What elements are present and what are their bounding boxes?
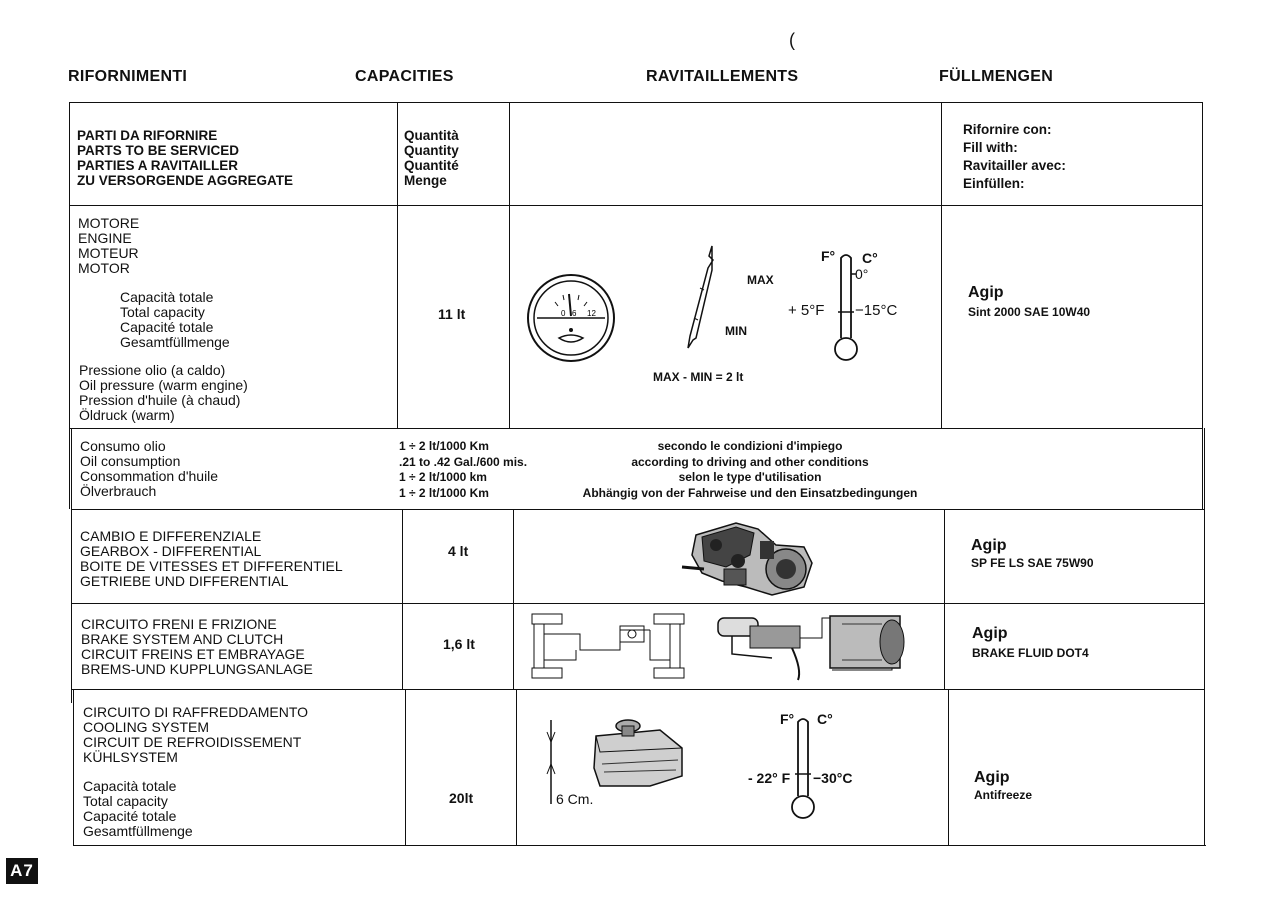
engine-thermo-f: F°: [821, 248, 836, 264]
gauge-tick-12: 12: [587, 309, 596, 318]
header-ravitaillements: RAVITAILLEMENTS: [646, 68, 799, 85]
gauge-tick-6: 6: [572, 309, 577, 318]
oil-pressure-gauge-icon: [525, 272, 617, 364]
gearbox-name: CAMBIO E DIFFERENZIALE GEARBOX - DIFFERENTIAL BOITE DE VITESSES ET DIFFERENTIEL GETRIEBE UND DIFFERENTIAL: [80, 528, 343, 589]
gauge-tick-0: 0: [561, 309, 566, 318]
cooling-brand: Agip: [974, 769, 1010, 786]
engine-thermo-zero: 0°: [855, 266, 869, 282]
consumption-conditions: secondo le condizioni d'impiego according to driving and other conditions selon le type d'utilisation Abhängig von der Fahrweise und den Einsatzbedingungen: [582, 439, 918, 500]
cooling-product: Antifreeze: [974, 788, 1033, 802]
cooling-thermo-c: C°: [817, 711, 833, 727]
engine-brand: Agip: [968, 284, 1004, 301]
engine-thermo-low-f: + 5°F: [788, 302, 825, 319]
cooling-thermo-f: F°: [780, 711, 795, 727]
dipstick-icon: [682, 246, 718, 356]
top-mark: (: [789, 30, 795, 50]
engine-product: Sint 2000 SAE 10W40: [968, 305, 1091, 319]
engine-name: MOTORE ENGINE MOTEUR MOTOR: [78, 215, 140, 276]
parts-label: PARTI DA RIFORNIRE PARTS TO BE SERVICED PARTIES A RAVITAILLER ZU VERSORGENDE AGGREGATE: [77, 128, 294, 188]
header-capacities: CAPACITIES: [355, 68, 454, 85]
cooling-thermo-low-c: −30°C: [813, 770, 853, 786]
engine-pressure-label: Pressione olio (a caldo) Oil pressure (warm engine) Pression d'huile (à chaud) Öldruck (warm): [79, 362, 248, 423]
cooling-level-note: 6 Cm.: [556, 791, 594, 807]
gearbox-quantity: 4 lt: [448, 543, 469, 559]
consumption-values: 1 ÷ 2 lt/1000 Km .21 to .42 Gal./600 mis. 1 ÷ 2 lt/1000 km 1 ÷ 2 lt/1000 Km: [399, 439, 528, 500]
quantity-label: Quantità Quantity Quantité Menge: [404, 128, 459, 188]
cooling-capacity-label: Capacità totale Total capacity Capacité totale Gesamtfüllmenge: [83, 778, 193, 839]
header-fullmengen: FÜLLMENGEN: [939, 68, 1054, 85]
cooling-name: CIRCUITO DI RAFFREDDAMENTO COOLING SYSTEM CIRCUIT DE REFROIDISSEMENT KÜHLSYSTEM: [83, 704, 309, 765]
dipstick-max: MAX: [747, 273, 774, 287]
cooling-quantity: 20lt: [449, 790, 474, 806]
brake-quantity: 1,6 lt: [443, 636, 475, 652]
engine-thermometer-icon: [830, 252, 864, 364]
dipstick-min: MIN: [725, 324, 747, 338]
gearbox-icon: [676, 515, 816, 599]
brake-fluid-reservoir-icon: [712, 610, 912, 686]
cooling-thermo-low-f: - 22° F: [748, 770, 791, 786]
consumption-name: Consumo olio Oil consumption Consommation d'huile Ölverbrauch: [80, 438, 219, 499]
engine-thermo-low-c: −15°C: [855, 302, 898, 319]
engine-quantity: 11 lt: [438, 306, 466, 322]
header-rifornimenti: RIFORNIMENTI: [68, 68, 188, 85]
brake-product: BRAKE FLUID DOT4: [972, 646, 1089, 660]
page-number: A7: [6, 858, 38, 884]
brake-name: CIRCUITO FRENI E FRIZIONE BRAKE SYSTEM AND CLUTCH CIRCUIT FREINS ET EMBRAYAGE BREMS-UND KUPPLUNGSANLAGE: [81, 616, 313, 677]
gearbox-brand: Agip: [971, 537, 1007, 554]
engine-thermo-c: C°: [862, 250, 878, 266]
cooling-thermometer-icon: [787, 716, 821, 822]
brake-circuit-icon: [520, 608, 688, 688]
dipstick-note: MAX - MIN = 2 lt: [653, 370, 744, 384]
fill-with-label: Rifornire con: Fill with: Ravitailler avec: Einfüllen:: [963, 122, 1066, 191]
engine-capacity-label: Capacità totale Total capacity Capacité totale Gesamtfüllmenge: [120, 289, 230, 350]
gearbox-product: SP FE LS SAE 75W90: [971, 556, 1094, 570]
brake-brand: Agip: [972, 625, 1008, 642]
